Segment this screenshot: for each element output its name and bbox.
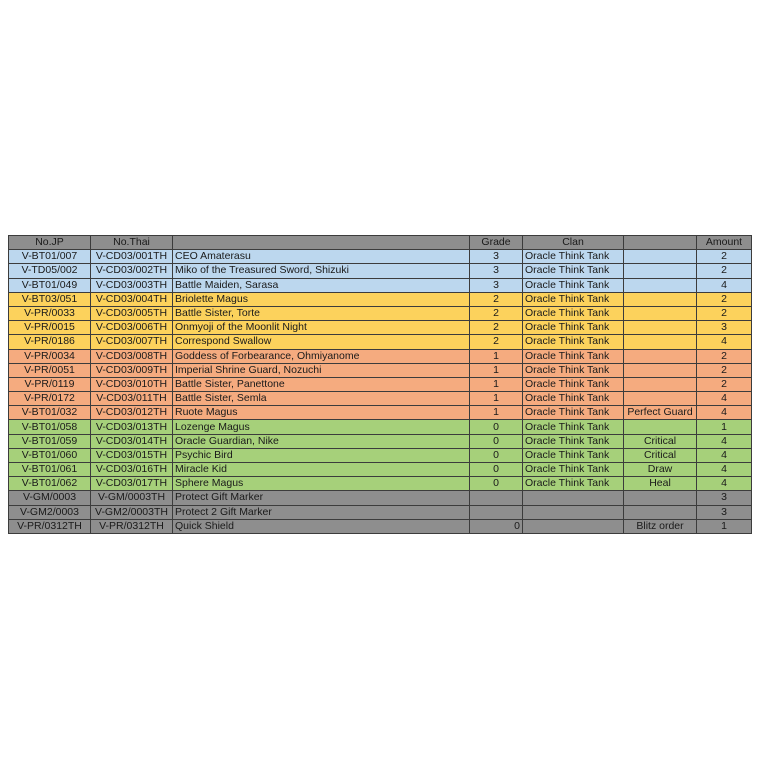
- cell-no-thai: V-CD03/009TH: [91, 363, 173, 377]
- cell-no-jp: V-BT01/007: [9, 250, 91, 264]
- cell-grade: 2: [470, 335, 523, 349]
- cell-name: Battle Maiden, Sarasa: [173, 278, 470, 292]
- header-extra: [624, 236, 697, 250]
- cell-amount: 2: [697, 306, 752, 320]
- cell-extra: [624, 491, 697, 505]
- cell-clan: Oracle Think Tank: [523, 321, 624, 335]
- cell-no-thai: V-CD03/004TH: [91, 292, 173, 306]
- table-row: [9, 292, 752, 306]
- cell-amount: 4: [697, 434, 752, 448]
- deck-list-sheet: [8, 235, 751, 534]
- cell-extra: Perfect Guard: [624, 406, 697, 420]
- cell-name: Briolette Magus: [173, 292, 470, 306]
- cell-extra: Critical: [624, 434, 697, 448]
- cell-extra: [624, 278, 697, 292]
- cell-grade: 3: [470, 278, 523, 292]
- table-row: [9, 505, 752, 519]
- cell-name: Ruote Magus: [173, 406, 470, 420]
- cell-amount: 3: [697, 505, 752, 519]
- cell-extra: [624, 377, 697, 391]
- cell-no-jp: V-PR/0051: [9, 363, 91, 377]
- table-row: [9, 392, 752, 406]
- cell-no-jp: V-PR/0119: [9, 377, 91, 391]
- cell-amount: 2: [697, 377, 752, 391]
- cell-no-jp: V-BT01/032: [9, 406, 91, 420]
- cell-grade: 1: [470, 406, 523, 420]
- table-row: [9, 363, 752, 377]
- table-row: [9, 349, 752, 363]
- table-row: [9, 306, 752, 320]
- cell-clan: Oracle Think Tank: [523, 278, 624, 292]
- cell-grade: 0: [470, 434, 523, 448]
- cell-name: Protect Gift Marker: [173, 491, 470, 505]
- cell-no-thai: V-CD03/005TH: [91, 306, 173, 320]
- cell-name: Battle Sister, Torte: [173, 306, 470, 320]
- cell-no-jp: V-GM/0003: [9, 491, 91, 505]
- cell-no-jp: V-GM2/0003: [9, 505, 91, 519]
- header-clan: Clan: [523, 236, 624, 250]
- cell-name: Battle Sister, Panettone: [173, 377, 470, 391]
- cell-clan: Oracle Think Tank: [523, 264, 624, 278]
- cell-clan: [523, 505, 624, 519]
- cell-name: Correspond Swallow: [173, 335, 470, 349]
- cell-clan: Oracle Think Tank: [523, 335, 624, 349]
- cell-amount: 4: [697, 392, 752, 406]
- cell-extra: [624, 335, 697, 349]
- cell-grade: [470, 505, 523, 519]
- cell-no-thai: V-CD03/007TH: [91, 335, 173, 349]
- cell-no-thai: V-CD03/011TH: [91, 392, 173, 406]
- header-grade: Grade: [470, 236, 523, 250]
- cell-no-jp: V-PR/0033: [9, 306, 91, 320]
- cell-extra: [624, 505, 697, 519]
- cell-grade: 3: [470, 250, 523, 264]
- cell-no-thai: V-CD03/014TH: [91, 434, 173, 448]
- deck-list-table: [8, 235, 752, 534]
- cell-no-jp: V-BT03/051: [9, 292, 91, 306]
- table-row: [9, 264, 752, 278]
- table-row: [9, 406, 752, 420]
- cell-no-jp: V-PR/0312TH: [9, 519, 91, 533]
- cell-no-jp: V-BT01/062: [9, 477, 91, 491]
- cell-no-thai: V-CD03/012TH: [91, 406, 173, 420]
- cell-amount: 4: [697, 448, 752, 462]
- cell-grade: 1: [470, 377, 523, 391]
- cell-clan: Oracle Think Tank: [523, 392, 624, 406]
- header-name: [173, 236, 470, 250]
- cell-clan: Oracle Think Tank: [523, 306, 624, 320]
- cell-amount: 2: [697, 250, 752, 264]
- cell-grade: 2: [470, 292, 523, 306]
- cell-grade: 2: [470, 306, 523, 320]
- cell-amount: 4: [697, 463, 752, 477]
- cell-amount: 4: [697, 477, 752, 491]
- table-row: [9, 477, 752, 491]
- cell-no-jp: V-BT01/058: [9, 420, 91, 434]
- cell-extra: [624, 392, 697, 406]
- cell-amount: 2: [697, 292, 752, 306]
- cell-name: Imperial Shrine Guard, Nozuchi: [173, 363, 470, 377]
- cell-clan: Oracle Think Tank: [523, 377, 624, 391]
- cell-amount: 4: [697, 406, 752, 420]
- header-amount: Amount: [697, 236, 752, 250]
- cell-clan: Oracle Think Tank: [523, 406, 624, 420]
- cell-no-jp: V-BT01/059: [9, 434, 91, 448]
- cell-extra: [624, 264, 697, 278]
- table-body: [9, 250, 752, 534]
- cell-no-thai: V-CD03/015TH: [91, 448, 173, 462]
- table-row: [9, 377, 752, 391]
- cell-clan: Oracle Think Tank: [523, 477, 624, 491]
- cell-amount: 2: [697, 363, 752, 377]
- cell-name: Quick Shield: [173, 519, 470, 533]
- table-row: [9, 250, 752, 264]
- cell-extra: [624, 306, 697, 320]
- cell-no-jp: V-PR/0186: [9, 335, 91, 349]
- cell-amount: 1: [697, 420, 752, 434]
- table-row: [9, 448, 752, 462]
- cell-no-jp: V-PR/0172: [9, 392, 91, 406]
- cell-no-thai: V-GM2/0003TH: [91, 505, 173, 519]
- cell-grade: 0: [470, 448, 523, 462]
- cell-no-thai: V-CD03/001TH: [91, 250, 173, 264]
- cell-no-thai: V-CD03/016TH: [91, 463, 173, 477]
- cell-name: Oracle Guardian, Nike: [173, 434, 470, 448]
- cell-no-jp: V-TD05/002: [9, 264, 91, 278]
- cell-clan: Oracle Think Tank: [523, 463, 624, 477]
- cell-grade: 3: [470, 264, 523, 278]
- table-row: [9, 491, 752, 505]
- cell-clan: Oracle Think Tank: [523, 434, 624, 448]
- cell-clan: [523, 519, 624, 533]
- cell-extra: [624, 321, 697, 335]
- cell-extra: [624, 292, 697, 306]
- cell-amount: 3: [697, 321, 752, 335]
- cell-name: Protect 2 Gift Marker: [173, 505, 470, 519]
- cell-extra: Heal: [624, 477, 697, 491]
- cell-grade: 0: [470, 477, 523, 491]
- cell-extra: Critical: [624, 448, 697, 462]
- cell-name: Battle Sister, Semla: [173, 392, 470, 406]
- cell-grade: 0: [470, 463, 523, 477]
- cell-no-thai: V-GM/0003TH: [91, 491, 173, 505]
- cell-name: Miko of the Treasured Sword, Shizuki: [173, 264, 470, 278]
- cell-extra: Blitz order: [624, 519, 697, 533]
- cell-no-thai: V-CD03/010TH: [91, 377, 173, 391]
- cell-amount: 2: [697, 264, 752, 278]
- cell-grade: 1: [470, 349, 523, 363]
- table-row: [9, 321, 752, 335]
- cell-amount: 3: [697, 491, 752, 505]
- cell-name: Onmyoji of the Moonlit Night: [173, 321, 470, 335]
- cell-no-jp: V-BT01/049: [9, 278, 91, 292]
- cell-no-thai: V-CD03/008TH: [91, 349, 173, 363]
- cell-amount: 2: [697, 349, 752, 363]
- cell-extra: Draw: [624, 463, 697, 477]
- cell-grade: 1: [470, 363, 523, 377]
- cell-clan: [523, 491, 624, 505]
- cell-no-thai: V-CD03/017TH: [91, 477, 173, 491]
- cell-name: Psychic Bird: [173, 448, 470, 462]
- table-row: [9, 434, 752, 448]
- cell-grade: 0: [470, 519, 523, 533]
- cell-name: Sphere Magus: [173, 477, 470, 491]
- cell-clan: Oracle Think Tank: [523, 420, 624, 434]
- table-row: [9, 335, 752, 349]
- cell-clan: Oracle Think Tank: [523, 448, 624, 462]
- cell-no-thai: V-CD03/002TH: [91, 264, 173, 278]
- table-row: [9, 420, 752, 434]
- table-row: [9, 278, 752, 292]
- header-no-thai: No.Thai: [91, 236, 173, 250]
- cell-no-jp: V-PR/0034: [9, 349, 91, 363]
- header-no-jp: No.JP: [9, 236, 91, 250]
- table-row: [9, 519, 752, 533]
- cell-no-jp: V-BT01/060: [9, 448, 91, 462]
- cell-no-thai: V-CD03/003TH: [91, 278, 173, 292]
- cell-name: Lozenge Magus: [173, 420, 470, 434]
- cell-grade: 2: [470, 321, 523, 335]
- cell-clan: Oracle Think Tank: [523, 292, 624, 306]
- cell-no-thai: V-CD03/013TH: [91, 420, 173, 434]
- header-row: [9, 236, 752, 250]
- cell-name: Miracle Kid: [173, 463, 470, 477]
- cell-no-thai: V-CD03/006TH: [91, 321, 173, 335]
- cell-extra: [624, 420, 697, 434]
- cell-amount: 1: [697, 519, 752, 533]
- cell-amount: 4: [697, 278, 752, 292]
- cell-no-jp: V-PR/0015: [9, 321, 91, 335]
- cell-clan: Oracle Think Tank: [523, 363, 624, 377]
- cell-extra: [624, 363, 697, 377]
- cell-no-jp: V-BT01/061: [9, 463, 91, 477]
- cell-grade: [470, 491, 523, 505]
- cell-clan: Oracle Think Tank: [523, 250, 624, 264]
- cell-amount: 4: [697, 335, 752, 349]
- cell-no-thai: V-PR/0312TH: [91, 519, 173, 533]
- cell-name: Goddess of Forbearance, Ohmiyanome: [173, 349, 470, 363]
- cell-grade: 0: [470, 420, 523, 434]
- cell-name: CEO Amaterasu: [173, 250, 470, 264]
- cell-extra: [624, 250, 697, 264]
- cell-extra: [624, 349, 697, 363]
- table-row: [9, 463, 752, 477]
- cell-grade: 1: [470, 392, 523, 406]
- cell-clan: Oracle Think Tank: [523, 349, 624, 363]
